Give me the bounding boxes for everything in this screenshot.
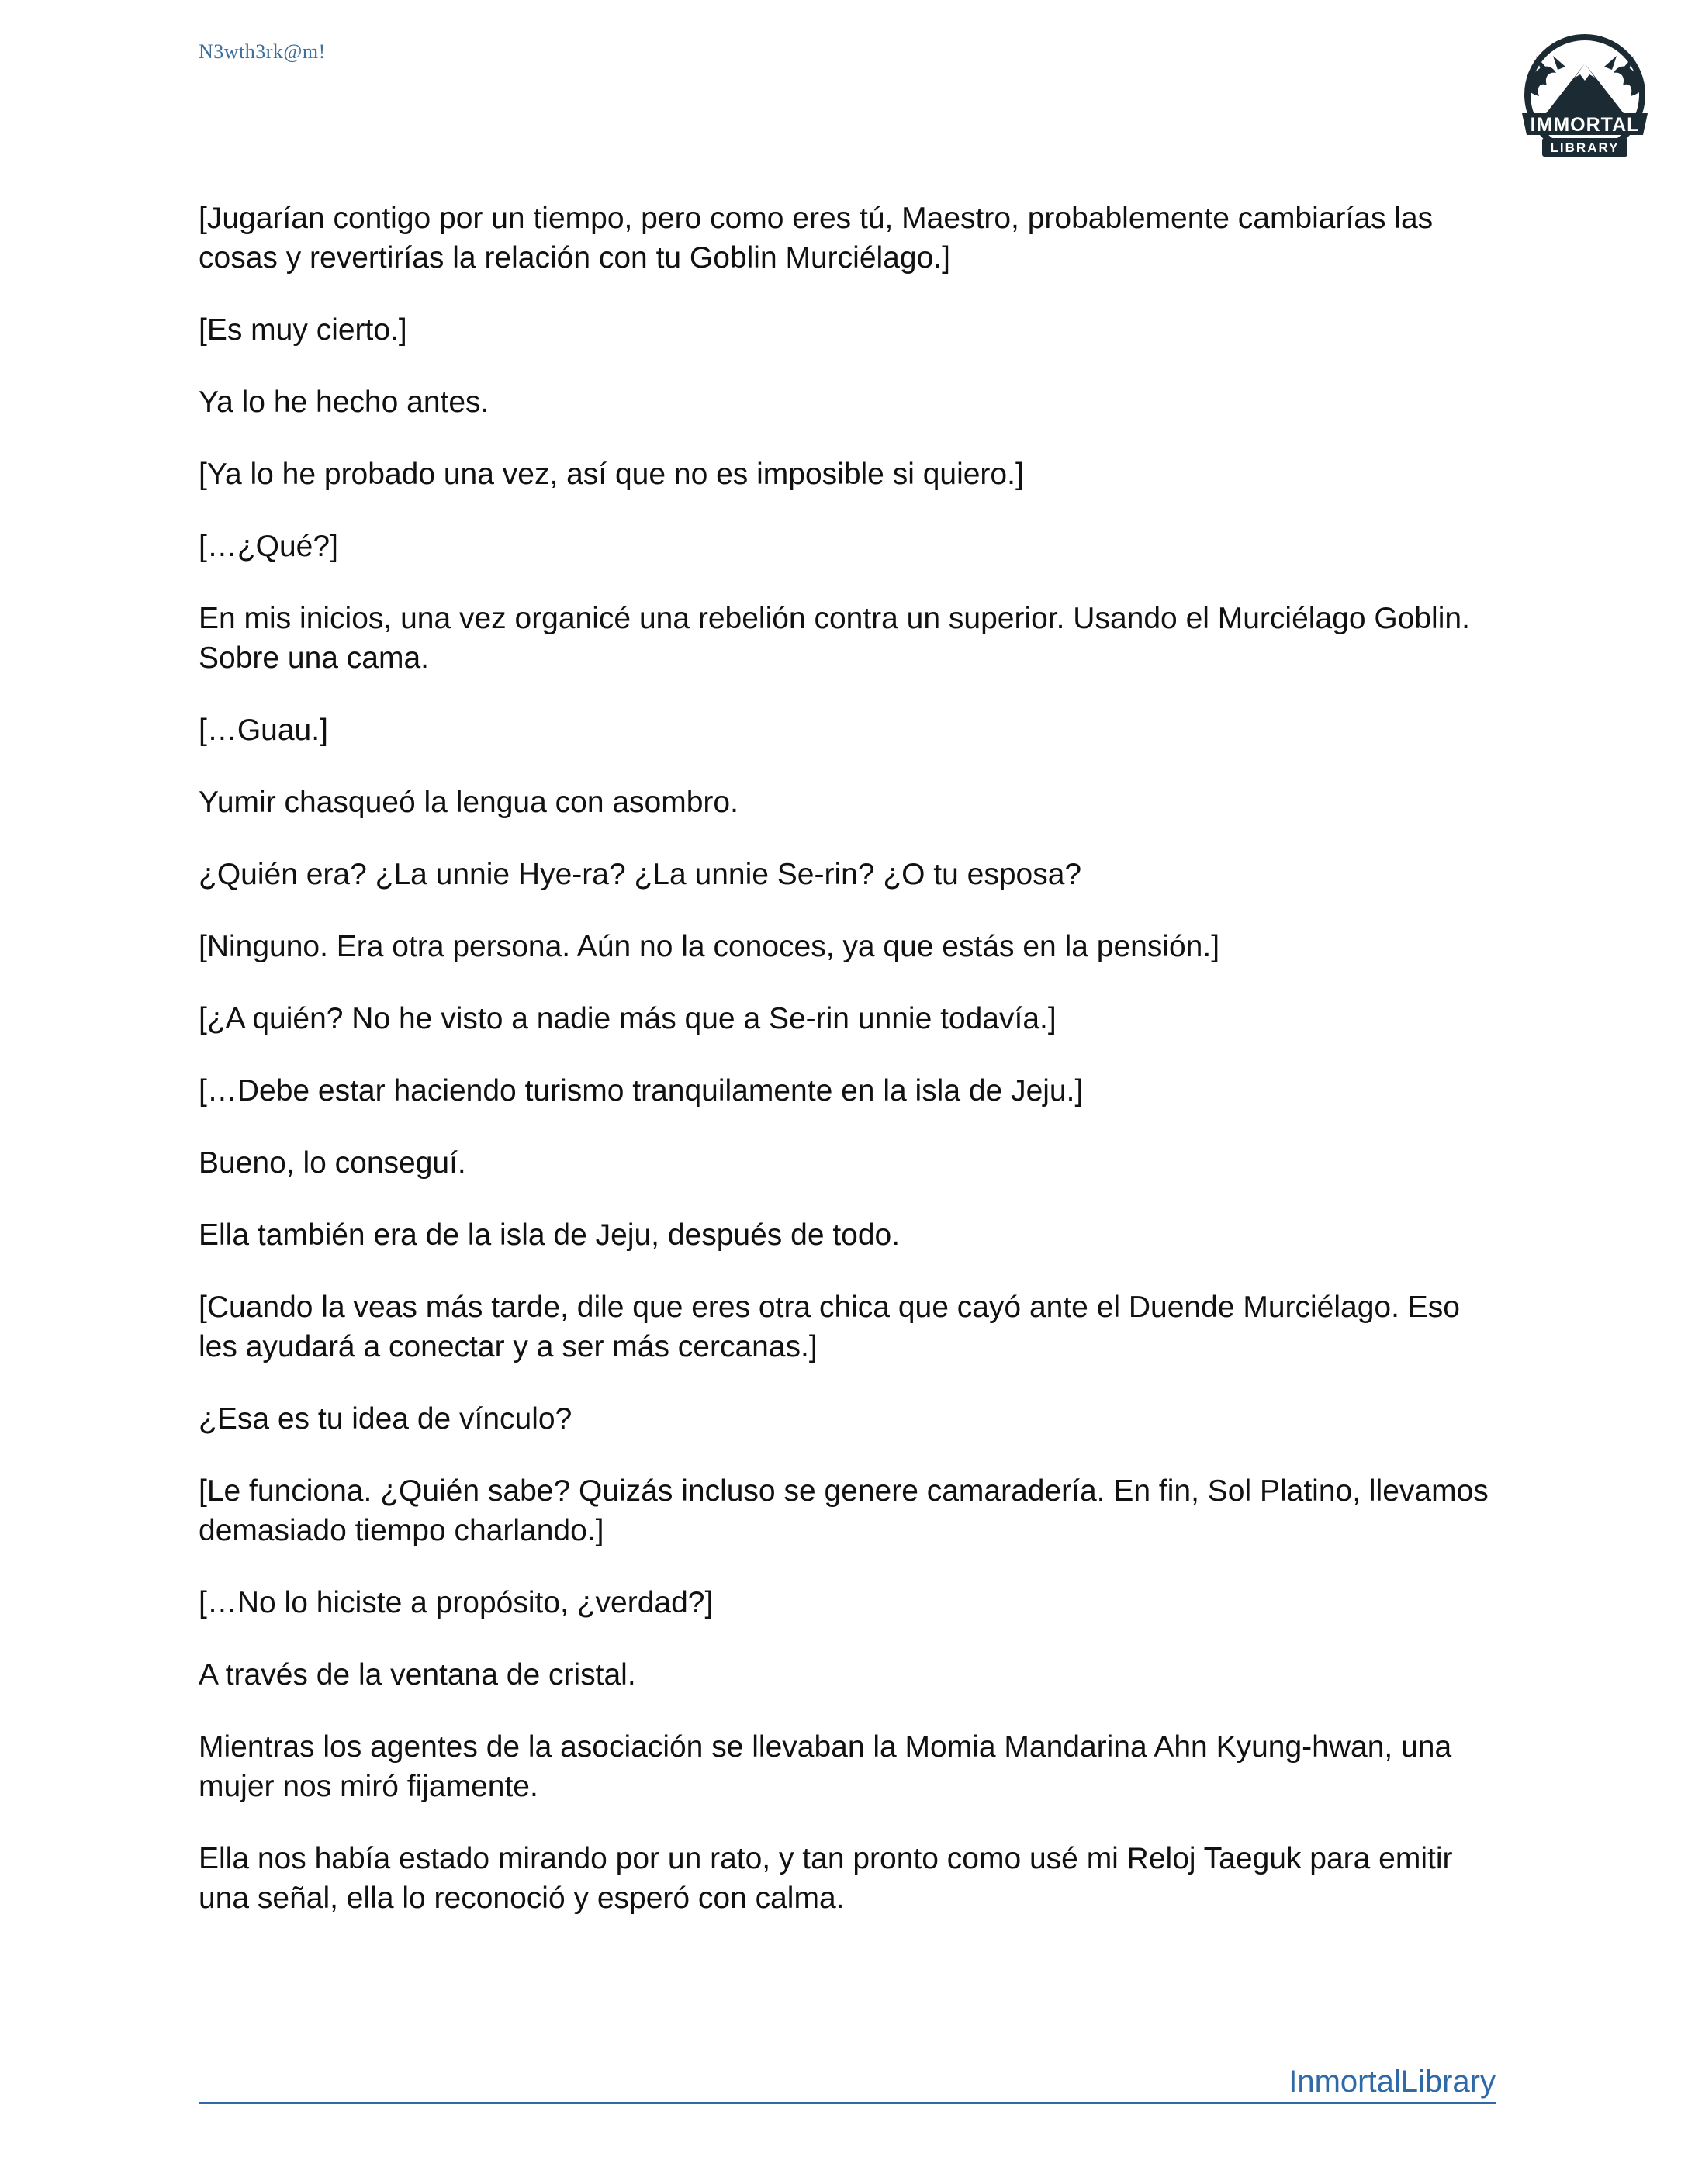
paragraph: Ella también era de la isla de Jeju, después de todo. [199, 1218, 901, 1252]
paragraph: Bueno, lo conseguí. [199, 1146, 466, 1180]
paragraph: [¿A quién? No he visto a nadie más que a Se-rin unnie todavía.] [199, 1002, 1057, 1035]
header-watermark: N3wth3rk@m! [199, 40, 326, 63]
footer-rule [199, 2063, 1496, 2104]
immortal-library-logo [1513, 33, 1657, 164]
chapter-body [199, 199, 1502, 1951]
paragraph: […Guau.] [199, 714, 328, 747]
paragraph: [Ninguno. Era otra persona. Aún no la conoces, ya que estás en la pensión.] [199, 930, 1220, 963]
logo-text-top: IMMORTAL [1530, 114, 1640, 136]
paragraph: ¿Quién era? ¿La unnie Hye-ra? ¿La unnie Se-rin? ¿O tu esposa? [199, 858, 1082, 891]
paragraph: [Cuando la veas más tarde, dile que eres otra chica que cayó ante el Duende Murciélago. Eso les ayudará a conectar y a ser más cercanas.] [199, 1291, 1460, 1363]
logo-text-bottom: LIBRARY [1550, 140, 1620, 155]
footer-link[interactable]: InmortalLibrary [1288, 2065, 1496, 2099]
paragraph: [Es muy cierto.] [199, 313, 407, 347]
paragraph: [Le funciona. ¿Quién sabe? Quizás incluso se genere camaradería. En fin, Sol Platino, llevamos demasiado tiempo charlando.] [199, 1474, 1489, 1547]
paragraph: En mis inicios, una vez organicé una rebelión contra un superior. Usando el Murciélago Goblin. Sobre una cama. [199, 602, 1470, 675]
paragraph: [Jugarían contigo por un tiempo, pero como eres tú, Maestro, probablemente cambiarías las cosas y revertirías la relación con tu Goblin Murciélago.] [199, 202, 1434, 275]
paragraph: Yumir chasqueó la lengua con asombro. [199, 786, 738, 819]
paragraph: Ella nos había estado mirando por un rato, y tan pronto como usé mi Reloj Taeguk para emitir una señal, ella lo reconoció y esperó con calma. [199, 1842, 1453, 1915]
paragraph: Mientras los agentes de la asociación se llevaban la Momia Mandarina Ahn Kyung-hwan, una mujer nos miró fijamente. [199, 1730, 1452, 1803]
paragraph: A través de la ventana de cristal. [199, 1658, 636, 1692]
paragraph: […No lo hiciste a propósito, ¿verdad?] [199, 1586, 714, 1619]
paragraph: […Debe estar haciendo turismo tranquilamente en la isla de Jeju.] [199, 1074, 1084, 1108]
paragraph: [Ya lo he probado una vez, así que no es imposible si quiero.] [199, 458, 1024, 491]
paragraph: […¿Qué?] [199, 530, 338, 563]
paragraph: Ya lo he hecho antes. [199, 385, 489, 419]
paragraph: ¿Esa es tu idea de vínculo? [199, 1402, 572, 1436]
